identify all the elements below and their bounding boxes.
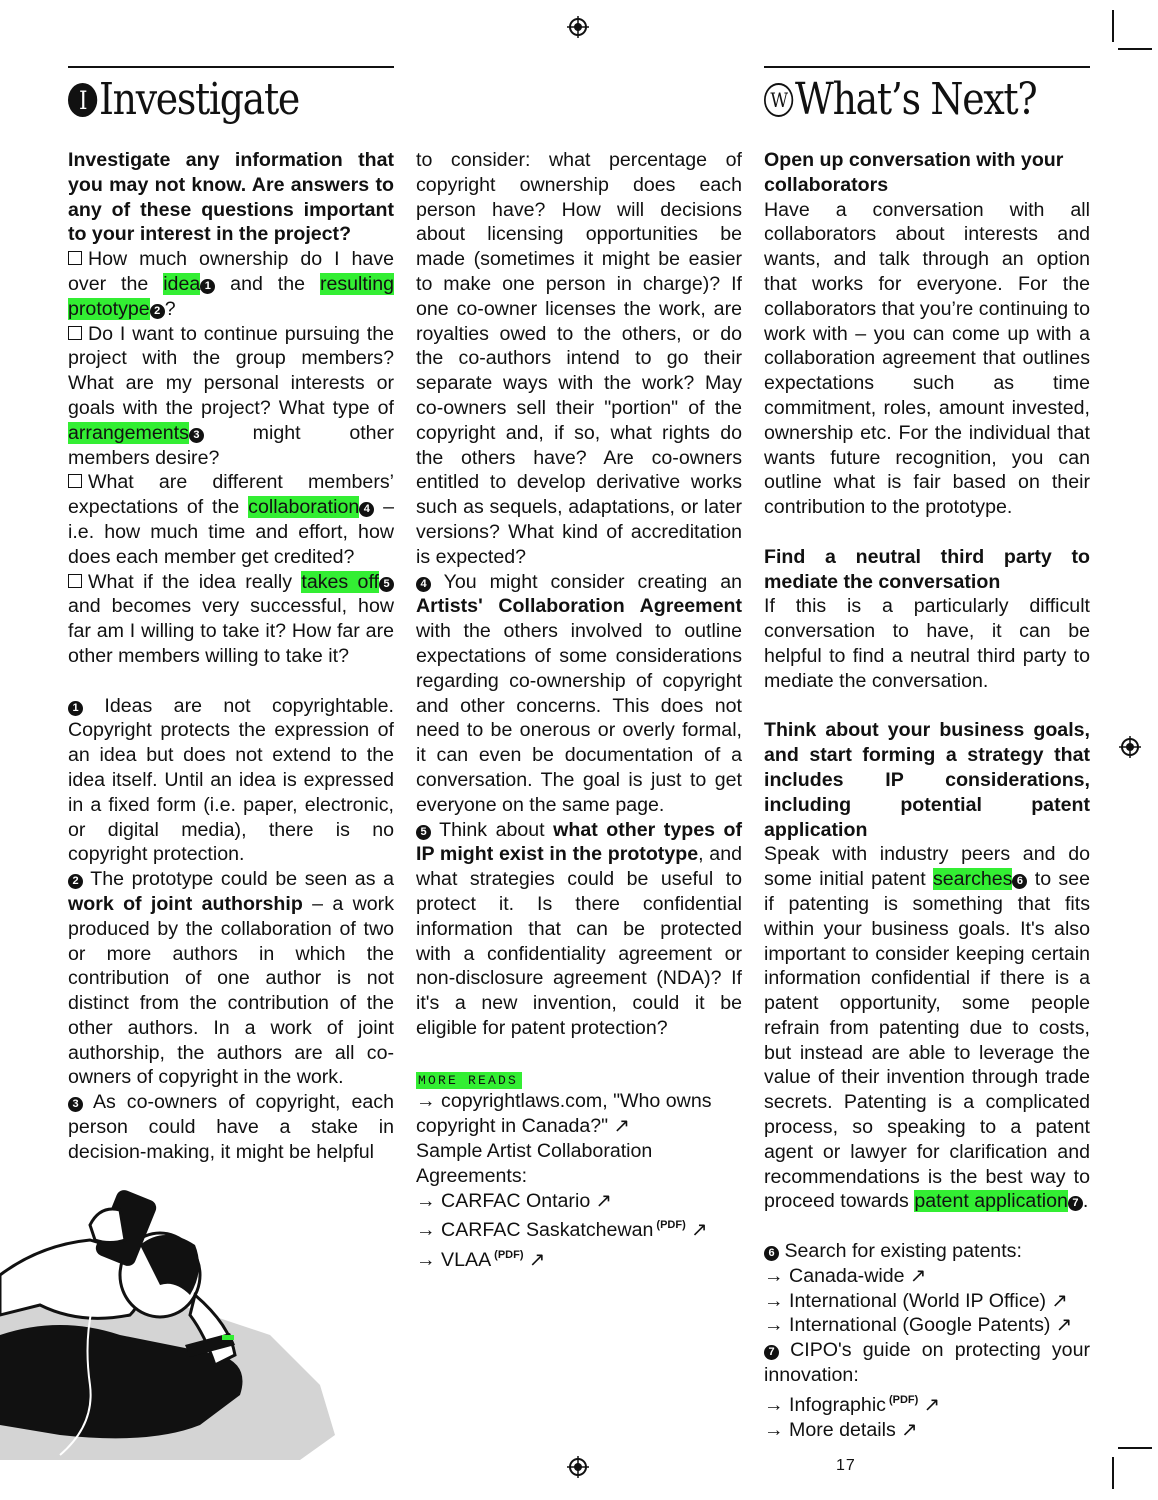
pdf-label: (PDF) — [494, 1249, 524, 1262]
more-reads-label: MORE READS — [416, 1072, 522, 1089]
note-5: 5 Think about what other types of IP might exist in the prototype, and what strategies could be useful to protect it. Is there confidential information that can be protected with a confidentiality agreement or non-disclosure agreement (NDA)? If it's a new invention, could it be eligible for patent protection? — [416, 818, 742, 1039]
note-3: 3 As co-owners of copyright, each person could have a stake in decision-making, it might be helpful — [68, 1091, 394, 1163]
page-number: 17 — [836, 1457, 856, 1474]
note-7: 7 CIPO's guide on protecting your innovation: — [764, 1339, 1090, 1387]
footnote-1-icon: 1 — [200, 279, 215, 294]
link-copyrightlaws[interactable]: → copyrightlaws.com, "Who owns copyright in Canada?" ↗ — [416, 1090, 712, 1138]
question-expectations: What are different members’ expectations of the collaboration 4 – i.e. how much time and effort, how does each member get credited? — [68, 471, 394, 568]
heading-open-conversation: Open up conversation with your collaborators — [764, 149, 1064, 196]
note-1: 1 Ideas are not copyrightable. Copyright protects the expression of an idea but does not extend to the idea itself. Until an idea is expressed in a fixed form (i.e. paper, electronic, or digital media), there is no copyright protection. — [68, 694, 394, 866]
link-more-details[interactable]: → More details ↗ — [764, 1418, 918, 1441]
link-canada-wide[interactable]: → Canada-wide ↗ — [764, 1264, 927, 1287]
highlight-idea: idea — [163, 272, 201, 295]
link-carfac-saskatchewan[interactable]: → CARFAC Saskatchewan $^{(PDF)}$ ↗ — [416, 1219, 708, 1242]
crop-mark-top-vertical — [1112, 10, 1114, 42]
footnote-3-icon: 3 — [189, 428, 204, 443]
left-column — [68, 148, 394, 1165]
investigate-step-icon: I — [68, 83, 97, 117]
note-4-icon: 4 — [416, 577, 431, 592]
investigate-title: Investigate — [98, 74, 299, 125]
whats-next-heading — [764, 72, 1036, 128]
link-carfac-ontario[interactable]: → CARFAC Ontario ↗ — [416, 1189, 613, 1212]
investigate-intro: Investigate any information that you may not know. Are answers to any of these questions important to your interest in the project? — [68, 149, 394, 246]
external-link-icon: ↗ — [923, 1393, 941, 1416]
right-header-rule — [764, 66, 1090, 68]
registration-mark-bottom-icon — [567, 1456, 589, 1478]
note-6: 6 Search for existing patents: — [764, 1239, 1090, 1264]
checkbox-icon[interactable] — [68, 574, 82, 588]
footnote-4-icon: 4 — [359, 502, 374, 517]
registration-mark-top-icon — [567, 16, 589, 38]
link-world-ip-office[interactable]: → International (World IP Office) ↗ — [764, 1289, 1068, 1312]
checkbox-icon[interactable] — [68, 474, 82, 488]
crop-mark-bottom-vertical — [1112, 1457, 1114, 1489]
left-header-rule — [68, 66, 394, 68]
note-3-icon: 3 — [68, 1097, 83, 1112]
paragraph-neutral-third-party: If this is a particularly difficult conversation to have, it can be helpful to find a neutral third party to mediate the conversation. — [764, 595, 1090, 692]
highlight-collaboration: collaboration — [248, 496, 360, 519]
question-takes-off: What if the idea really takes off 5 and becomes very successful, how far am I willing to take it? How far are other members willing to take it? — [68, 570, 394, 667]
footnote-7-icon: 7 — [1068, 1196, 1083, 1211]
highlight-arrangements: arrangements — [68, 421, 189, 444]
whats-next-step-icon: W — [764, 83, 793, 117]
highlight-takes-off: takes off — [301, 570, 379, 593]
highlight-searches: searches — [932, 868, 1013, 891]
heading-business-goals: Think about your business goals, and start forming a strategy that includes IP considerations, including potential patent application — [764, 719, 1090, 841]
paragraph-business-goals: Speak with industry peers and do some initial patent searches 6 to see if patenting is something that fits within your business goals. It's also important to consider keeping certain information confidential if there is a patent opportunity, some people refrain from patenting due to costs, but instead are able to leverage the value of their invention through trade secrets. Patenting is a complicated process, so speaking to a patent agent or lawyer for clarification and recommendations is the best way to proceed towards patent application 7 . — [764, 843, 1091, 1213]
external-link-icon: ↗ — [691, 1219, 708, 1242]
question-ownership: How much ownership do I have over the idea 1 and the resulting prototype 2 ? — [68, 248, 394, 320]
link-google-patents[interactable]: → International (Google Patents) ↗ — [764, 1314, 1073, 1337]
note-1-icon: 1 — [68, 701, 83, 716]
external-link-icon: ↗ — [528, 1249, 546, 1272]
link-infographic[interactable]: → Infographic $^{(PDF)}$ ↗ — [764, 1393, 941, 1416]
footnote-6-icon: 6 — [1012, 874, 1027, 889]
question-continue: Do I want to continue pursuing the project with the group members? What are my personal interests or goals with the project? What type of arrangements 3 might other members desire? — [68, 322, 394, 469]
middle-column — [416, 148, 742, 1273]
note-5-icon: 5 — [416, 825, 431, 840]
whats-next-title: What’s Next? — [794, 74, 1037, 125]
right-column — [764, 148, 1090, 1442]
note-2-icon: 2 — [68, 874, 83, 889]
investigate-heading — [68, 72, 299, 128]
note-2: 2 The prototype could be seen as a work of joint authorship – a work produced by the collaboration of two or more authors in which the contribution of one author is not distinct from the contribution of the other authors. In a work of joint authorship, the authors are all co-owners of copyright in the work. — [68, 868, 395, 1089]
pdf-label: (PDF) — [888, 1393, 919, 1406]
note-6-icon: 6 — [764, 1246, 779, 1261]
highlight-resulting-prototype: resulting prototype — [68, 272, 394, 320]
highlight-patent-application: patent application — [914, 1190, 1068, 1213]
note-3-continued: to consider: what percentage of copyright ownership does each person have? How will decisions about licensing opportunities be made (sometimes it might be easier to make one person in charge)? If one co-owner licenses the work, are royalties owed to the others, or do the co-authors intend to go their separate ways with the work? May co-owners sell their "portion" of the copyright and, if so, what rights do the others have? Are co-owners entitled to develop derivative works such as sequels, adaptations, or later versions? What kind of accreditation is expected? — [416, 149, 742, 568]
crop-mark-top-horizontal — [1118, 48, 1152, 50]
paragraph-open-conversation: Have a conversation with all collaborators about interests and wants, and talk through an option that works for everyone. For the collaborators that you’re continuing to work with – you can come up with a collaboration agreement that outlines expectations such as time commitment, roles, amount invested, ownership etc. For the individual that wants future recognition, you can outline what is fair based on their contribution to the prototype. — [764, 198, 1090, 519]
link-vlaa[interactable]: → VLAA $^{(PDF)}$ ↗ — [416, 1249, 546, 1272]
heading-neutral-third-party: Find a neutral third party to mediate the conversation — [764, 545, 1090, 593]
checkbox-icon[interactable] — [68, 251, 82, 265]
footnote-2-icon: 2 — [150, 304, 165, 319]
crop-mark-bottom-horizontal — [1118, 1447, 1152, 1449]
pdf-label: (PDF) — [656, 1219, 686, 1232]
note-4: 4 You might consider creating an Artists' Collaboration Agreement with the others involved to outline expectations of some considerations regarding co-ownership of copyright and other concerns. This does not need to be onerous or overly formal, it can even be documentation of a conversation. The goal is just to get everyone on the same page. — [416, 570, 742, 816]
registration-mark-right-icon — [1119, 736, 1141, 758]
person-with-phone-illustration — [0, 1185, 340, 1460]
sample-agreements-label: Sample Artist Collaboration Agreements: — [416, 1140, 653, 1187]
footnote-5-icon: 5 — [379, 577, 394, 592]
note-7-icon: 7 — [764, 1345, 779, 1360]
checkbox-icon[interactable] — [68, 326, 82, 340]
